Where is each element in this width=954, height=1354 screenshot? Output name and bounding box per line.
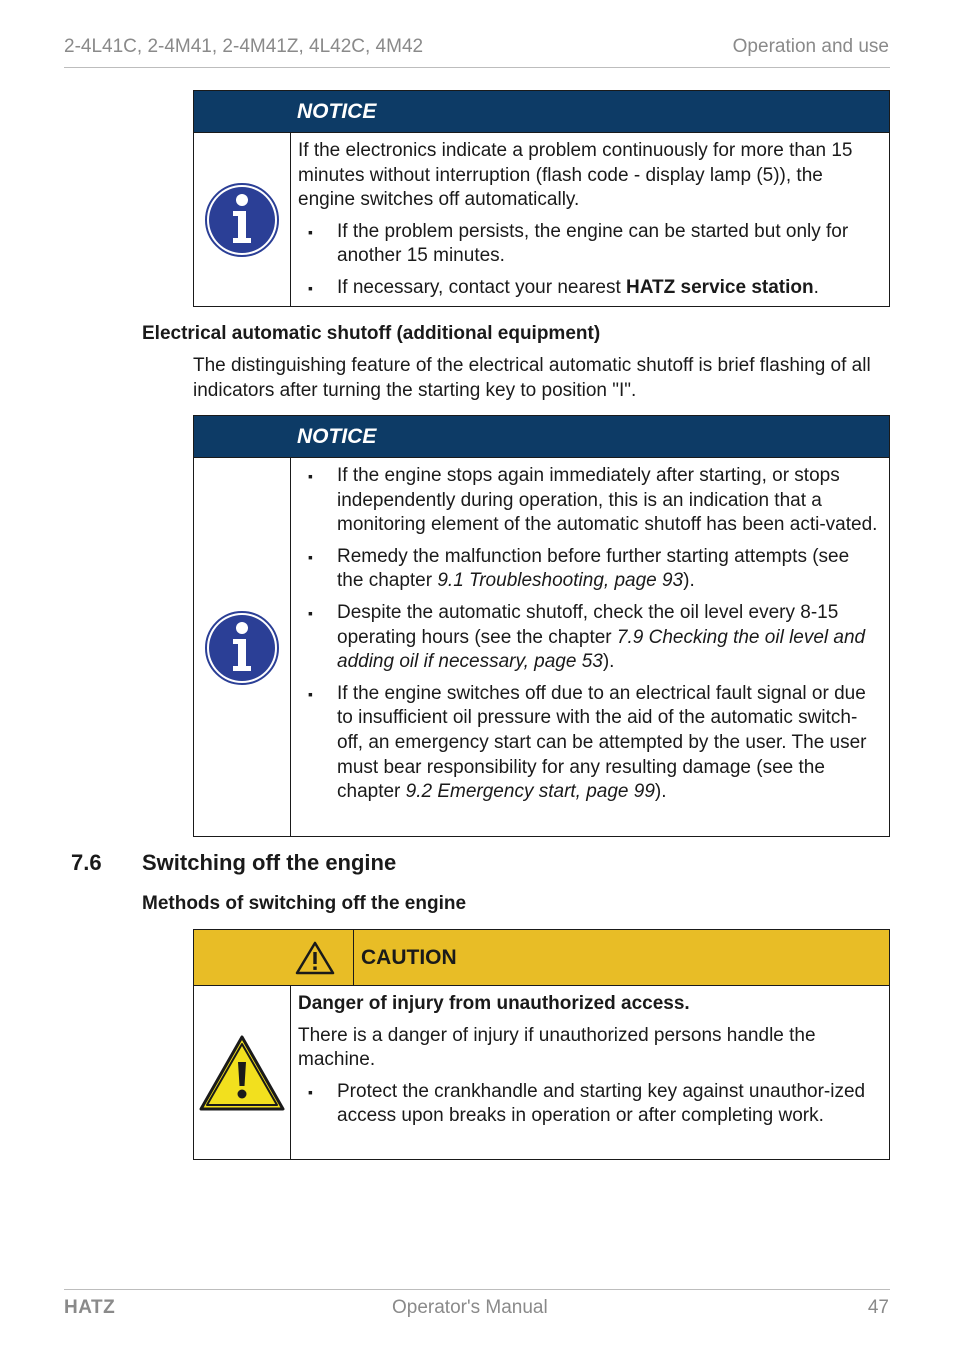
caution-title: CAUTION [361, 945, 457, 969]
notice-title: NOTICE [297, 424, 377, 448]
footer-rule [64, 1289, 890, 1290]
list-item: ▪ Remedy the malfunction before further starting attempts (see the chapter 9.1 Troubleshooting, page 93). [298, 545, 879, 594]
list-item: ▪ If the problem persists, the engine can be started but only for another 15 minutes. [298, 220, 879, 269]
notice-header [194, 416, 889, 457]
chapter-reference[interactable]: 9.1 Troubleshooting, page 93 [437, 570, 684, 592]
list-item: ▪ Despite the automatic shutoff, check the oil level every 8-15 operating hours (see the chapter 7.9 Checking the oil level and adding oil if necessary, page 53). [298, 601, 879, 675]
section-title: Switching off the engine [142, 850, 397, 875]
info-icon [204, 182, 280, 258]
subheading-methods: Methods of switching off the engine [142, 893, 467, 914]
section-number: 7.6 [71, 850, 102, 875]
caution-header [194, 930, 889, 985]
subheading-shutoff: Electrical automatic shutoff (additional equipment) [142, 323, 601, 344]
footer-brand: HATZ [64, 1297, 116, 1318]
notice-text: If the electronics indicate a problem continuously for more than 15 minutes without interruption (flash code - display lamp (5)), the engine switches off automatically. [298, 140, 853, 211]
shutoff-paragraph: The distinguishing feature of the electrical automatic shutoff is brief flashing of all indicators after turning the starting key to position "I". [193, 355, 871, 401]
header-models: 2-4L41C, 2-4M41, 2-4M41Z, 4L42C, 4M42 [64, 36, 424, 57]
service-station-emphasis: HATZ service station [626, 276, 814, 298]
header-section: Operation and use [732, 36, 889, 57]
header-rule [64, 67, 890, 68]
caution-text: There is a danger of injury if unauthorized persons handle the machine. [298, 1024, 816, 1071]
caution-lead: Danger of injury from unauthorized access. [298, 993, 690, 1014]
list-item: ▪ If the engine switches off due to an electrical fault signal or due to insufficient oil pressure with the aid of the automatic switch-off, an emergency start can be attempted by the user. The user must bear responsibility for any resulting damage (see the chapter 9.2 Emergency start, page 99). [298, 682, 879, 805]
warning-triangle-icon [198, 1034, 286, 1112]
list-item: ▪ If the engine stops again immediately after starting, or stops independently during operation, this is an indication that a monitoring element of the automatic shutoff has been acti-vated. [298, 464, 879, 538]
notice-box-2 [193, 415, 890, 837]
list-item: ▪ Protect the crankhandle and starting key against unauthor-ized access upon breaks in operation or after completing work. [298, 1080, 879, 1129]
notice-header [194, 91, 889, 132]
warning-triangle-icon [295, 941, 335, 975]
page-number: 47 [867, 1297, 889, 1318]
list-item: ▪ If necessary, contact your nearest HATZ service station. [298, 276, 879, 301]
info-icon [204, 610, 280, 686]
caution-box [193, 929, 890, 1160]
notice-box-1 [193, 90, 890, 307]
footer-title: Operator's Manual [392, 1297, 548, 1318]
notice-title: NOTICE [297, 99, 377, 123]
chapter-reference[interactable]: 7.9 Checking the oil level and adding oil if necessary, page 53 [337, 626, 866, 673]
chapter-reference[interactable]: 9.2 Emergency start, page 99 [405, 781, 655, 803]
